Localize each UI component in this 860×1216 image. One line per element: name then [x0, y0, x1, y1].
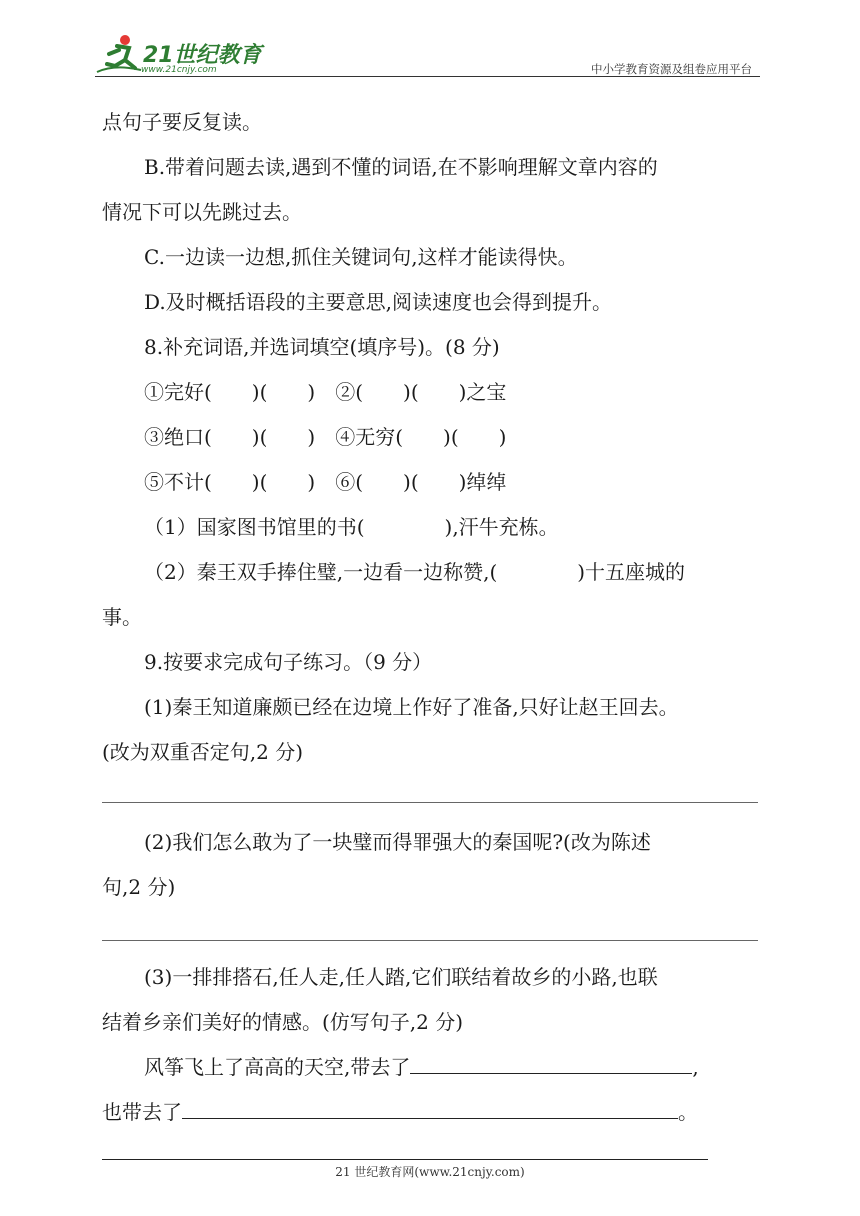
- exercise-3: (3)一排排搭石,任人走,任人踏,它们联结着故乡的小路,也联: [144, 965, 658, 989]
- page-header: [95, 30, 760, 78]
- page-footer: 21 世纪教育网(www.21cnjy.com): [335, 1165, 525, 1179]
- fill-sentence-1: （1）国家图书馆里的书( ),汗牛充栋。: [144, 515, 559, 539]
- exercise-2: (2)我们怎么敢为了一块璧而得罪强大的秦国呢?(改为陈述: [144, 830, 651, 854]
- question-8-title: 8.补充词语,并选词填空(填序号)。(8 分): [144, 335, 500, 359]
- imitation-suffix-2: 。: [678, 1100, 698, 1124]
- word-row-3: ⑤不计( )( ) ⑥( )( )绰绰: [144, 470, 507, 494]
- text-line: 点句子要反复读。: [102, 110, 262, 134]
- site-logo: [95, 32, 265, 78]
- logo-url: www.21cnjy.com: [141, 65, 217, 75]
- header-divider: [95, 76, 760, 77]
- option-c: C.一边读一边想,抓住关键词句,这样才能读得快。: [144, 245, 578, 269]
- answer-line-1[interactable]: [102, 802, 758, 803]
- answer-blank-2[interactable]: [182, 1098, 678, 1119]
- exercise-1-instruction: (改为双重否定句,2 分): [102, 740, 304, 764]
- answer-line-2[interactable]: [102, 940, 758, 941]
- exercise-1: (1)秦王知道廉颇已经在边境上作好了准备,只好让赵王回去。: [144, 695, 679, 719]
- runner-logo-icon: [95, 32, 145, 78]
- option-d: D.及时概括语段的主要意思,阅读速度也会得到提升。: [144, 290, 613, 314]
- text-line: 事。: [102, 605, 142, 629]
- imitation-prefix-1: 风筝飞上了高高的天空,带去了: [144, 1055, 411, 1079]
- answer-blank-1[interactable]: [410, 1053, 692, 1074]
- exercise-2-instruction: 句,2 分): [102, 875, 176, 899]
- text-line: 情况下可以先跳过去。: [102, 200, 302, 224]
- imitation-suffix-1: ,: [692, 1055, 699, 1079]
- word-row-2: ③绝口( )( ) ④无穷( )( ): [144, 425, 507, 449]
- word-row-1: ①完好( )( ) ②( )( )之宝: [144, 380, 507, 404]
- fill-sentence-2: （2）秦王双手捧住璧,一边看一边称赞,( )十五座城的: [144, 560, 686, 584]
- option-b: B.带着问题去读,遇到不懂的词语,在不影响理解文章内容的: [144, 155, 658, 179]
- footer-divider: [102, 1159, 708, 1160]
- imitation-line-2: [102, 1098, 698, 1126]
- question-9-title: 9.按要求完成句子练习。（9 分）: [144, 650, 433, 674]
- imitation-line-1: [144, 1053, 699, 1081]
- exercise-3-instruction: 结着乡亲们美好的情感。(仿写句子,2 分): [102, 1010, 464, 1034]
- platform-name: 中小学教育资源及组卷应用平台: [591, 62, 752, 76]
- logo-text: 21世纪教育: [143, 43, 262, 68]
- imitation-prefix-2: 也带去了: [102, 1100, 182, 1124]
